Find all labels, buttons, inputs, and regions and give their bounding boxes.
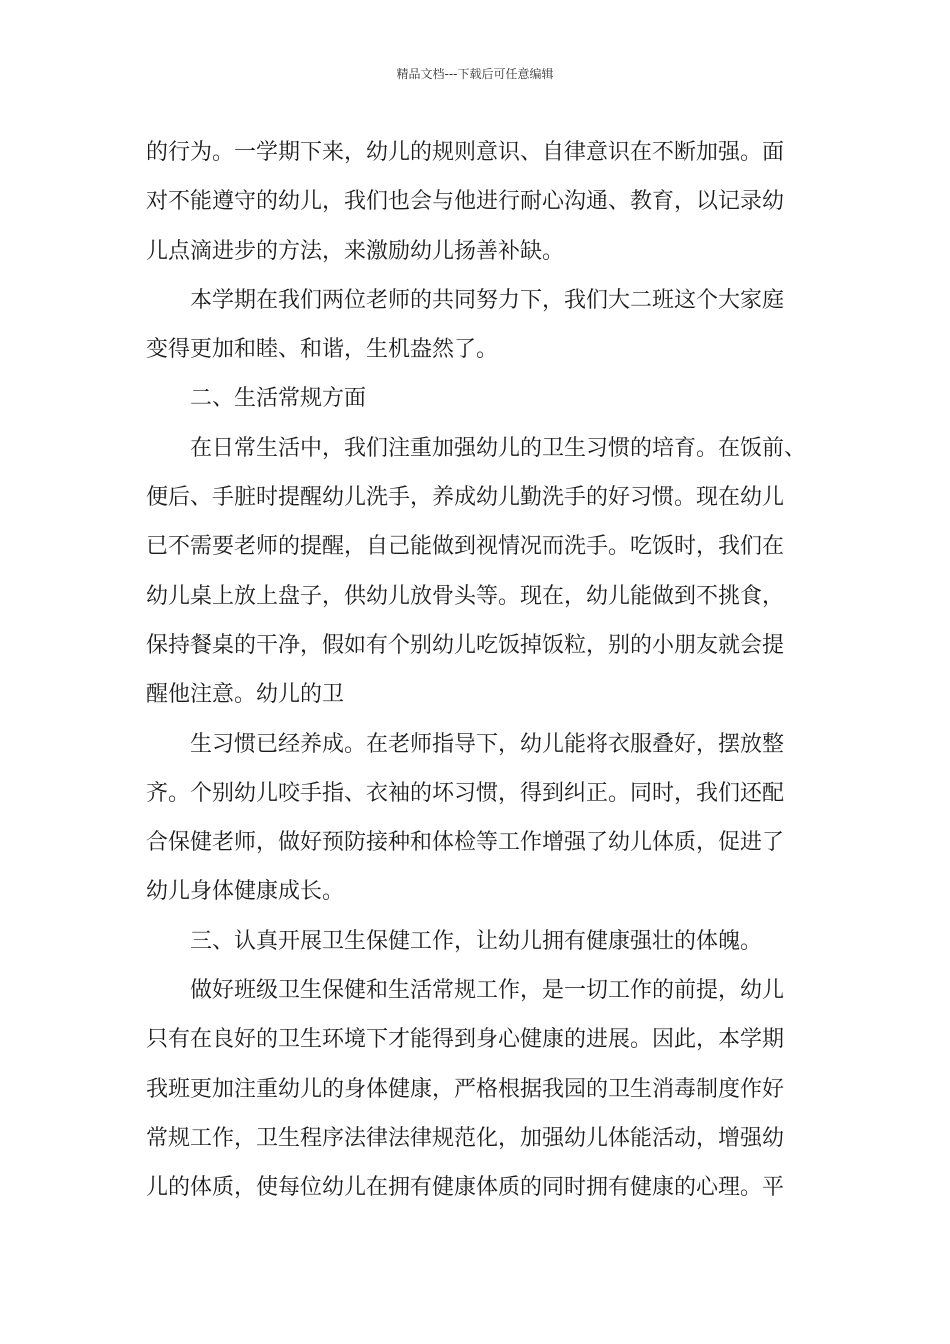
text-line: 幼儿桌上放上盘子，供幼儿放骨头等。现在，幼儿能做到不挑食， <box>146 583 785 609</box>
text-line: 在日常生活中，我们注重加强幼儿的卫生习惯的培育。在饭前、 <box>190 435 807 461</box>
section-heading: 二、生活常规方面 <box>190 386 367 412</box>
text-line: 保持餐桌的干净，假如有个别幼儿吃饭掉饭粒，别的小朋友就会提 <box>146 632 785 658</box>
text-line: 便后、手脏时提醒幼儿洗手，养成幼儿勤洗手的好习惯。现在幼儿 <box>146 485 785 511</box>
text-line: 儿的体质，使每位幼儿在拥有健康体质的同时拥有健康的心理。平 <box>146 1175 785 1201</box>
section-heading: 三、认真开展卫生保健工作，让幼儿拥有健康强壮的体魄。 <box>190 928 763 954</box>
text-line: 做好班级卫生保健和生活常规工作，是一切工作的前提，幼儿 <box>190 978 785 1004</box>
text-line: 变得更加和睦、和谐，生机盎然了。 <box>146 337 499 363</box>
text-line: 的行为。一学期下来，幼儿的规则意识、自律意识在不断加强。面 <box>146 140 785 165</box>
text-line: 儿点滴进步的方法，来激励幼儿扬善补缺。 <box>146 238 565 264</box>
text-line: 只有在良好的卫生环境下才能得到身心健康的进展。因此，本学期 <box>146 1027 785 1053</box>
text-line: 常规工作，卫生程序法律法律规范化，加强幼儿体能活动，增强幼 <box>146 1125 785 1151</box>
text-line: 合保健老师，做好预防接种和体检等工作增强了幼儿体质，促进了 <box>146 830 785 856</box>
text-line: 生习惯已经养成。在老师指导下，幼儿能将衣服叠好，摆放整 <box>190 731 785 757</box>
text-line: 已不需要老师的提醒，自己能做到视情况而洗手。吃饭时，我们在 <box>146 534 785 560</box>
page-header: 精品文档---下载后可任意编辑 <box>396 67 554 81</box>
text-line: 齐。个别幼儿咬手指、衣袖的坏习惯，得到纠正。同时，我们还配 <box>146 780 785 806</box>
text-line: 醒他注意。幼儿的卫 <box>146 682 345 708</box>
text-line: 对不能遵守的幼儿，我们也会与他进行耐心沟通、教育，以记录幼 <box>146 189 785 215</box>
text-line: 我班更加注重幼儿的身体健康，严格根据我园的卫生消毒制度作好 <box>146 1076 785 1102</box>
document-body <box>146 128 812 1213</box>
text-line: 本学期在我们两位老师的共同努力下，我们大二班这个大家庭 <box>190 287 785 313</box>
text-line: 幼儿身体健康成长。 <box>146 879 345 905</box>
